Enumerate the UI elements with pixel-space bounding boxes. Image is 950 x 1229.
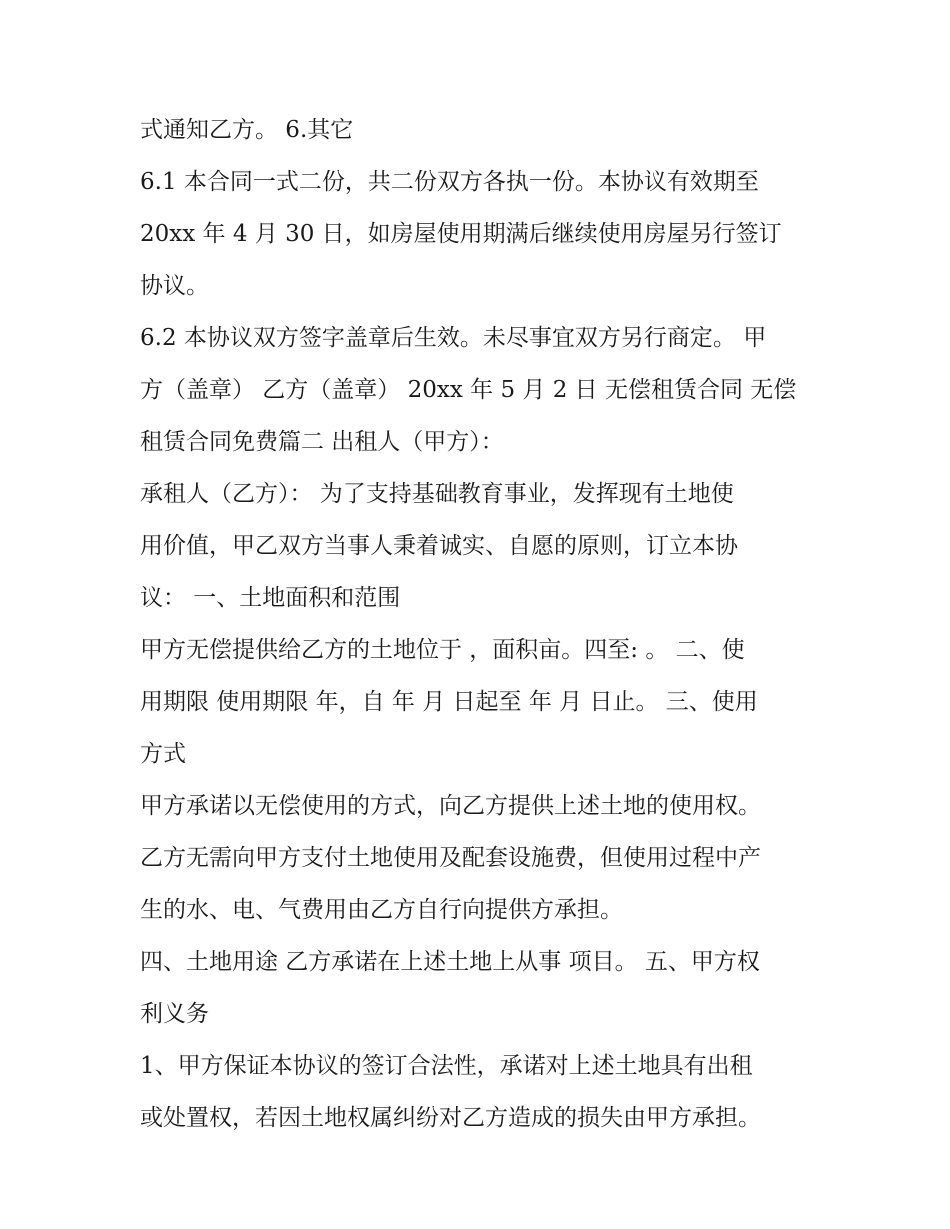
text-line: 协议。 [140,273,209,299]
text-line: 承租人（乙方）： 为了支持基础教育事业，发挥现有土地使 [140,481,734,507]
text-line: 乙方无需向甲方支付土地使用及配套设施费，但使用过程中产 [140,845,761,871]
text-line: 1、甲方保证本协议的签订合法性，承诺对上述土地具有出租 [140,1053,753,1079]
text-line: 甲方无偿提供给乙方的土地位于 ，面积亩。四至: 。 二、使 [140,637,745,663]
text-line: 用价值，甲乙双方当事人秉着诚实、自愿的原则，订立本协 [140,533,738,559]
document-body [140,108,830,1148]
text-line: 甲方承诺以无偿使用的方式，向乙方提供上述土地的使用权。 [140,793,761,819]
text-line: 租赁合同免费篇二 出租人（甲方）： [140,429,504,455]
text-line: 方（盖章） 乙方（盖章） 20xx 年 5 月 2 日 无偿租赁合同 无偿 [140,377,797,403]
text-line: 四、土地用途 乙方承诺在上述土地上从事 项目。 五、甲方权 [140,949,760,975]
text-line: 方式 [140,741,186,767]
text-line: 6.1 本合同一式二份，共二份双方各执一份。本协议有效期至 [140,169,759,195]
text-line: 6.2 本协议双方签字盖章后生效。未尽事宜双方另行商定。 甲 [140,325,767,351]
text-line: 利义务 [140,1001,209,1027]
text-line: 生的水、电、气费用由乙方自行向提供方承担。 [140,897,623,923]
text-line: 式通知乙方。 6.其它 [140,117,354,143]
text-line: 或处置权，若因土地权属纠纷对乙方造成的损失由甲方承担。 [140,1105,761,1131]
text-line: 用期限 使用期限 年，自 年 月 日起至 年 月 日止。 三、使用 [140,689,758,715]
text-line: 20xx 年 4 月 30 日，如房屋使用期满后继续使用房屋另行签订 [140,221,782,247]
text-line: 议： 一、土地面积和范围 [140,585,401,611]
